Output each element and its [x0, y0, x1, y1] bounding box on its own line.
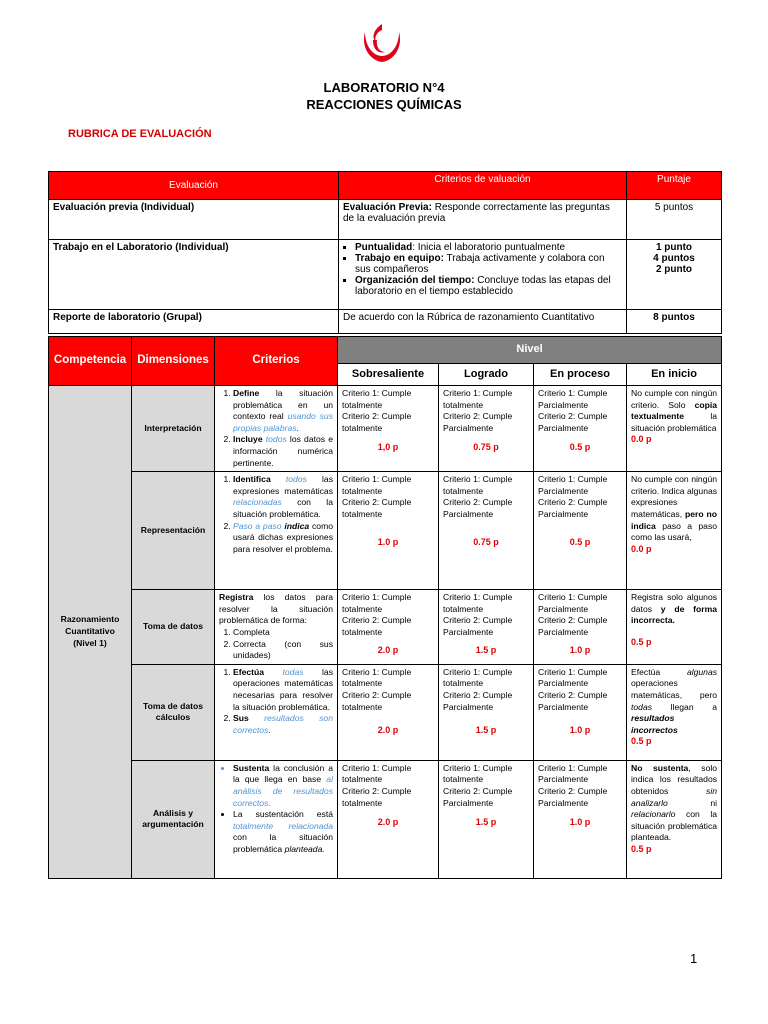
criteria-cell: 1. Identifica todos las expresiones matemáticas relacionadas con la situación problemática. 2. Paso a paso indica como usará dichas expresiones para resolver el problema. — [215, 472, 338, 590]
criteria-cell: 1. Define la situación problemática en un contexto real usando sus propias palabras. 2. Incluye todos los datos e información numérica pertinente. — [215, 386, 338, 472]
level-cell: Criterio 1: Cumple totalmente Criterio 2: Cumple Parcialmente 1.5 p — [439, 664, 534, 760]
score-cell: 5 puntos — [627, 200, 722, 240]
eval-cell: Trabajo en el Laboratorio (Individual) — [49, 240, 339, 310]
eval-cell: Evaluación previa (Individual) — [49, 200, 339, 240]
level-cell: Criterio 1: Cumple totalmente Criterio 2: Cumple Parcialmente 0.75 p — [439, 472, 534, 590]
level-cell: Criterio 1: Cumple totalmente Criterio 2: Cumple Parcialmente 0.75 p — [439, 386, 534, 472]
page-number: 1 — [690, 951, 698, 966]
level-cell: Criterio 1: Cumple totalmente Criterio 2: Cumple totalmente 2.0 p — [338, 664, 439, 760]
level-cell: Registra solo algunos datos y de forma incorrecta. 0.5 p — [627, 590, 722, 665]
level-cell: Criterio 1: Cumple totalmente Criterio 2: Cumple Parcialmente 1.5 p — [439, 590, 534, 665]
level-cell: Criterio 1: Cumple Parcialmente Criterio 2: Cumple Parcialmente 1.0 p — [534, 590, 627, 665]
criteria-cell: 1. Efectúa todas las operaciones matemáticas necesarias para resolver la situación problemática. 2. Sus resultados son correctos. — [215, 664, 338, 760]
header-evaluacion: Evaluación — [49, 172, 339, 200]
level-cell: Efectúa algunas operaciones matemáticas, pero todas llegan a resultados incorrectos 0.5 p — [627, 664, 722, 760]
dimension-cell: Toma de datos — [132, 590, 215, 665]
level-cell: No sustenta, solo indica los resultados obtenidos sin analizarlo ni relacionarlo con la situación problemática planteada. 0.5 p — [627, 760, 722, 878]
level-cell: Criterio 1: Cumple totalmente Criterio 2: Cumple totalmente 2.0 p — [338, 760, 439, 878]
dimension-cell: Interpretación — [132, 386, 215, 472]
list-item: ▪ Organización del tiempo: Concluye todas las etapas del laboratorio en el tiempo establecido — [355, 275, 622, 297]
summary-table — [48, 171, 722, 334]
level-en-inicio: En inicio — [627, 364, 722, 386]
level-cell: Criterio 1: Cumple totalmente Criterio 2: Cumple totalmente 2.0 p — [338, 590, 439, 665]
level-cell: No cumple con ningún criterio. Indica algunas expresiones matemáticas, pero no indica paso a paso como las usará, 0.0 p — [627, 472, 722, 590]
dimension-cell: Representación — [132, 472, 215, 590]
list-item: ▪ Trabajo en equipo: Trabaja activamente y colabora con sus compañeros — [355, 253, 622, 275]
criteria-cell: Registra los datos para resolver la situación problemática de forma: 1. Completa 2. Correcta (con sus unidades) — [215, 590, 338, 665]
level-cell: Criterio 1: Cumple Parcialmente Criterio 2: Cumple Parcialmente 1.0 p — [534, 760, 627, 878]
competencia-cell: Razonamiento Cuantitativo (Nivel 1) — [49, 386, 132, 879]
criteria-cell: • Sustenta la conclusión a la que llega en base al análisis de resultados correctos. • La sustentación está totalmente relacionada con la situación problemática planteada. — [215, 760, 338, 878]
criteria-cell — [339, 240, 627, 310]
header-puntaje: Puntaje — [627, 172, 722, 200]
doc-title-line1: LABORATORIO N°4 — [323, 80, 445, 95]
level-cell: Criterio 1: Cumple totalmente Criterio 2: Cumple totalmente 1,0 p — [338, 386, 439, 472]
criteria-cell: Evaluación Previa: Responde correctamente las preguntas de la evaluación previa — [339, 200, 627, 240]
eval-cell: Reporte de laboratorio (Grupal) — [49, 310, 339, 334]
level-cell: Criterio 1: Cumple totalmente Criterio 2: Cumple totalmente 1.0 p — [338, 472, 439, 590]
dimension-cell: Análisis y argumentación — [132, 760, 215, 878]
level-en-proceso: En proceso — [534, 364, 627, 386]
doc-title-line2: REACCIONES QUÍMICAS — [306, 97, 462, 112]
score-cell: 8 puntos — [627, 310, 722, 334]
level-cell: No cumple con ningún criterio. Solo copia textualmente la situación problemática 0.0 p — [627, 386, 722, 472]
level-cell: Criterio 1: Cumple totalmente Criterio 2: Cumple Parcialmente 1.5 p — [439, 760, 534, 878]
header-nivel: Nivel — [338, 337, 722, 364]
upc-logo-icon — [359, 22, 405, 64]
score-cell: 1 punto 4 puntos 2 punto — [627, 240, 722, 310]
header-criterios: Criterios — [215, 337, 338, 386]
dimension-cell: Toma de datos cálculos — [132, 664, 215, 760]
list-item: ▪ Puntualidad: Inicia el laboratorio puntualmente — [355, 242, 622, 253]
level-cell: Criterio 1: Cumple Parcialmente Criterio 2: Cumple Parcialmente 1.0 p — [534, 664, 627, 760]
rubric-label: RUBRICA DE EVALUACIÓN — [68, 128, 212, 140]
level-logrado: Logrado — [439, 364, 534, 386]
header-dimensiones: Dimensiones — [132, 337, 215, 386]
level-cell: Criterio 1: Cumple Parcialmente Criterio 2: Cumple Parcialmente 0.5 p — [534, 472, 627, 590]
level-cell: Criterio 1: Cumple Parcialmente Criterio 2: Cumple Parcialmente 0.5 p — [534, 386, 627, 472]
header-competencia: Competencia — [49, 337, 132, 386]
rubric-table — [48, 336, 722, 879]
header-criterios-valuacion: Criterios de valuación — [339, 172, 627, 200]
criteria-cell: De acuerdo con la Rúbrica de razonamiento Cuantitativo — [339, 310, 627, 334]
level-sobresaliente: Sobresaliente — [338, 364, 439, 386]
